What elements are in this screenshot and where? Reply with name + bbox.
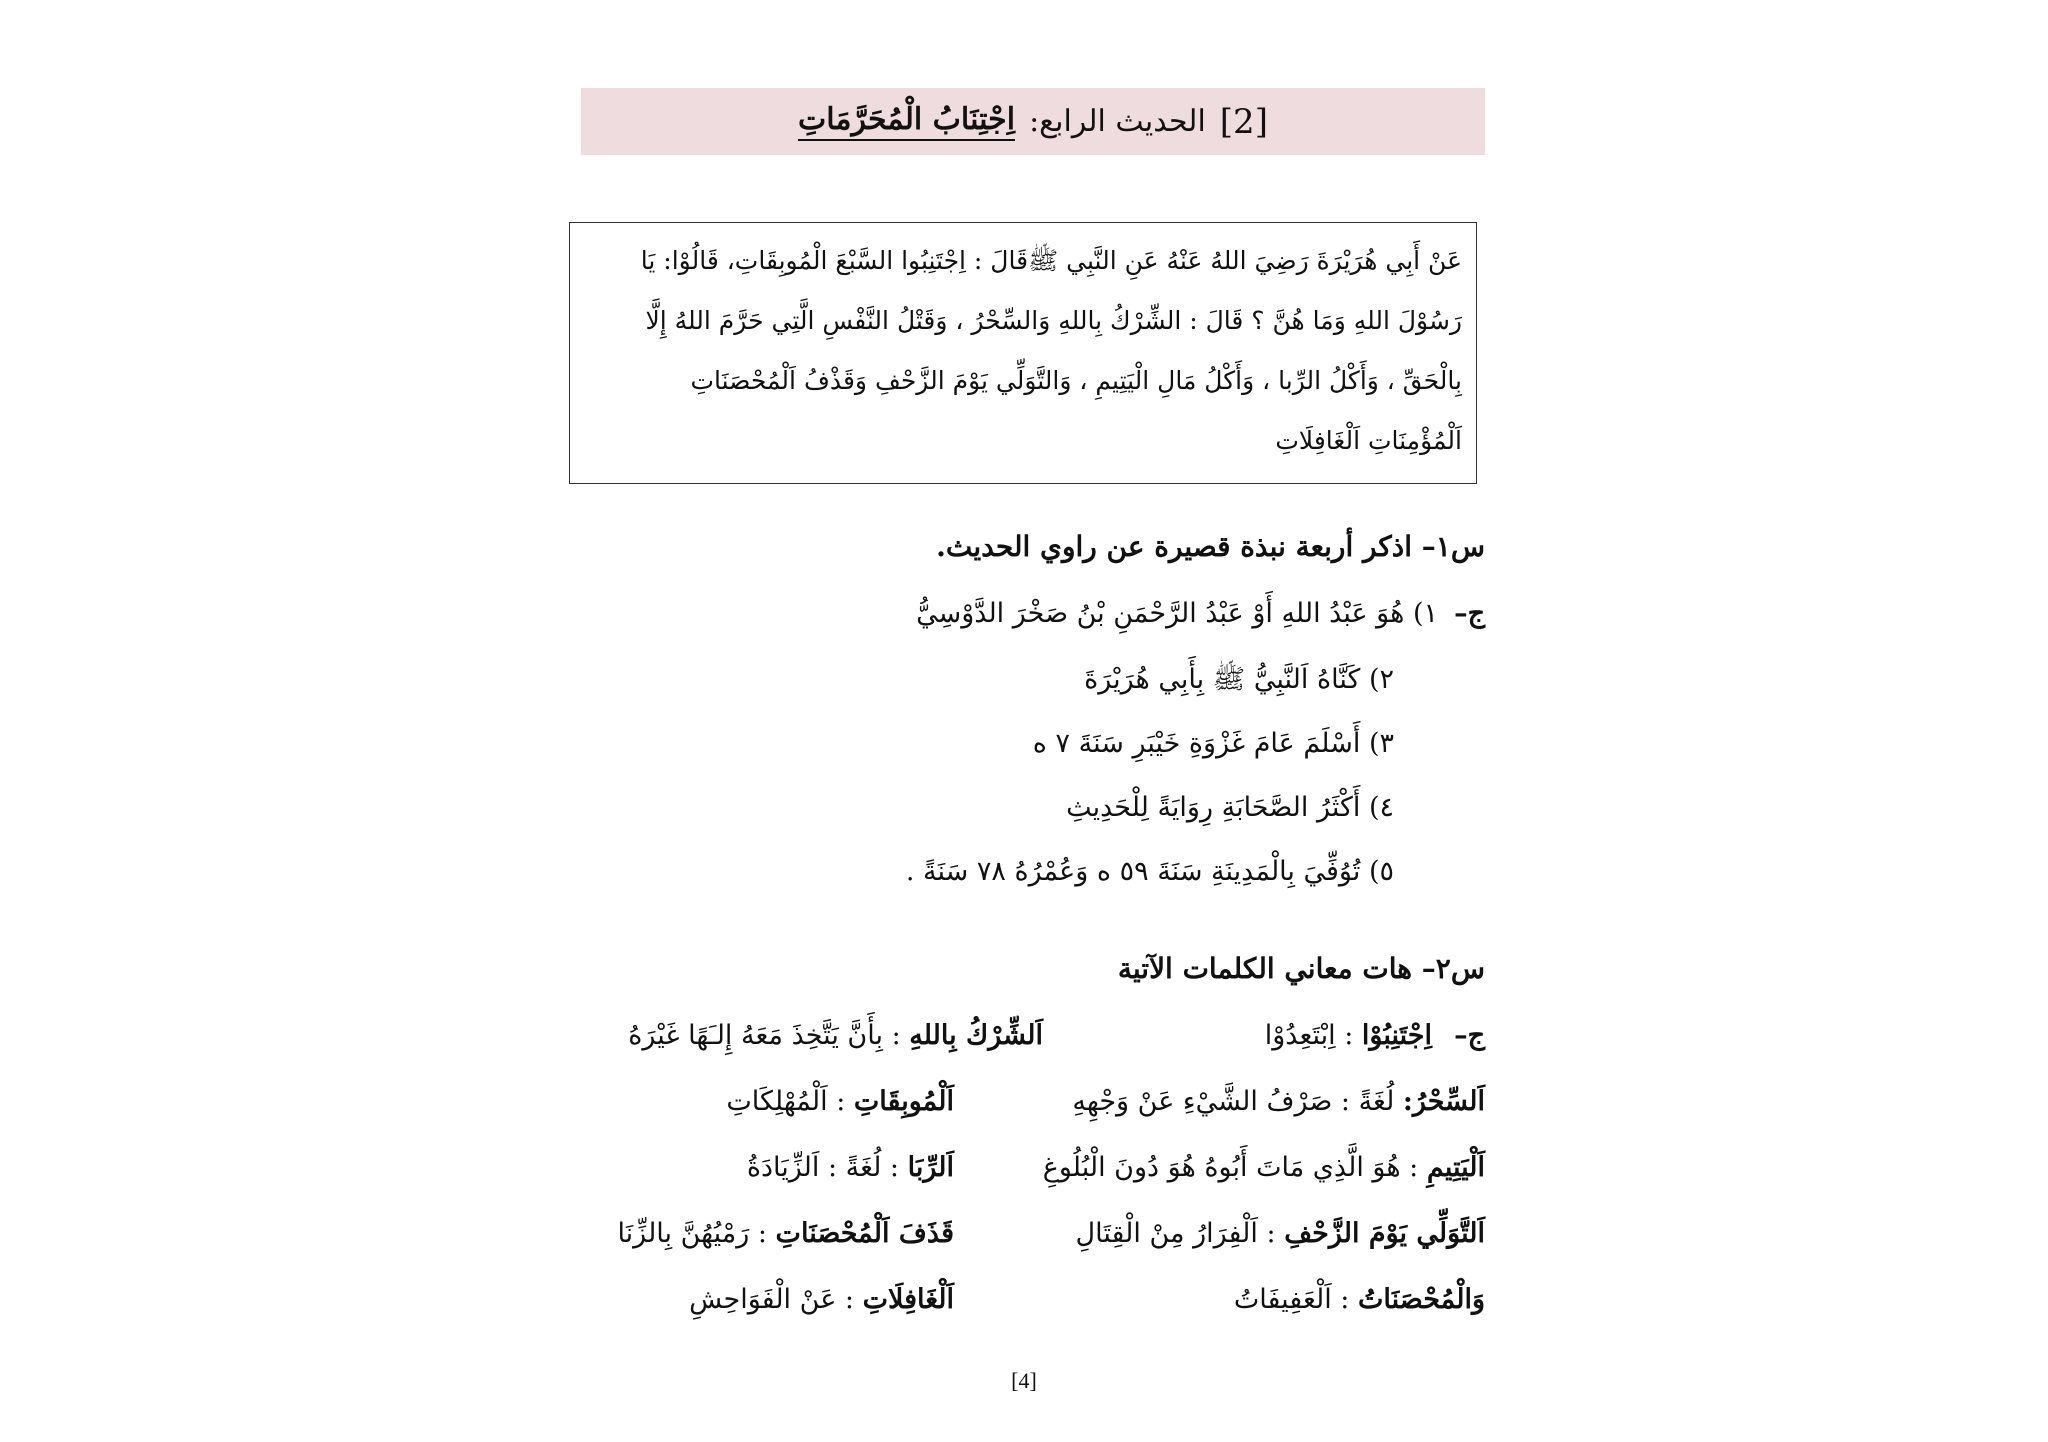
- answer-1-item-5: ٥) تُوُفِّيَ بِالْمَدِينَةِ سَنَةَ ٥٩ ه وَعُمْرُهُ ٧٨ سَنَةً .: [905, 856, 1394, 887]
- lesson-header: [581, 88, 1485, 155]
- question-1: س١– اذكر أربعة نبذة قصيرة عن راوي الحديث.: [936, 530, 1485, 563]
- answer-1-item-1: ١) هُوَ عَبْدُ اللهِ أَوْ عَبْدُ الرَّحْمَنِ بْنُ صَخْرَ الدَّوْسِيُّ: [916, 598, 1438, 629]
- definition-muhsanat: وَالْمُحْصَنَاتُ : اَلْعَفِيفَاتُ: [1233, 1284, 1485, 1315]
- answer-1-prefix: [1454, 598, 1485, 629]
- answer-1-item-4: ٤) أَكْثَرُ الصَّحَابَةِ رِوَايَةً لِلْحَدِيثِ: [1066, 792, 1394, 823]
- definition-ghafilat: اَلْغَافِلَاتِ : عَنْ الْفَوَاحِشِ: [689, 1284, 954, 1315]
- hadith-text-box: [569, 222, 1477, 484]
- definition-sihr: اَلسِّحْرُ: لُغَةً : صَرْفُ الشَّيْءِ عَنْ وَجْهِهِ: [1072, 1086, 1485, 1117]
- definition-shirk: اَلشِّرْكُ بِاللهِ : بِأَنَّ يَتَّخِذَ مَعَهُ إِلـَهًا غَيْرَهُ: [628, 1020, 1043, 1051]
- definition-riba: اَلرِّبَا : لُغَةً : اَلزِّيَادَةُ: [746, 1152, 954, 1183]
- lesson-number: [2]: [1219, 101, 1268, 142]
- answer-2-prefix: ج–: [1454, 1020, 1485, 1051]
- definition-ijtanibu: اِجْتَنِبُوْا : اِبْتَعِدُوْا: [1264, 1020, 1432, 1051]
- lesson-label: الحديث الرابع:: [1029, 104, 1206, 139]
- hadith-line: بِالْحَقِّ ، وَأَكْلُ الرِّبا ، وَأَكْلُ مَالِ الْيَتِيمِ ، وَالتَّوَلِّي يَوْمَ الزَّحْفِ وَقَذْفُ اَلْمُحْصَنَاتِ: [690, 366, 1462, 395]
- hadith-line: اَلْمُؤْمِنَاتِ اَلْغَافِلَاتِ: [1275, 426, 1462, 455]
- answer-1-item-3: ٣) أَسْلَمَ عَامَ غَزْوَةِ خَيْبَرِ سَنَةَ ٧ ه: [1032, 728, 1394, 759]
- lesson-title: اِجْتِنَابُ الْمُحَرَّمَاتِ: [798, 102, 1015, 141]
- page-number: [4]: [1011, 1368, 1037, 1393]
- definition-qadhf: قَذَفَ اَلْمُحْصَنَاتِ : رَمْيُهُنَّ بِالزِّنَا: [617, 1218, 954, 1249]
- answer-prefix: ج–: [1454, 598, 1485, 629]
- definition-tawalli: اَلتَّوَلِّي يَوْمَ الزَّحْفِ : اَلْفِرَارُ مِنْ الْقِتَالِ: [1075, 1218, 1485, 1249]
- question-2: س٢– هات معاني الكلمات الآتية: [1117, 952, 1485, 985]
- definition-yatim: اَلْيَتِيمِ : هُوَ الَّذِي مَاتَ أَبُوهُ هُوَ دُونَ الْبُلُوغِ: [1042, 1152, 1485, 1183]
- hadith-line: عَنْ أَبِي هُرَيْرَةَ رَضِيَ اللهُ عَنْهُ عَنِ النَّبِي ﷺقَالَ : اِجْتَنِبُوا السَّبْعَ الْمُوبِقَاتِ، قَالُوْا: يَا: [640, 246, 1462, 275]
- hadith-line: رَسُوْلَ اللهِ وَمَا هُنَّ ؟ قَالَ : الشِّرْكُ بِاللهِ وَالسِّحْرُ ، وَقَتْلُ النَّفْسِ الَّتِي حَرَّمَ اللهُ إِلَّا: [645, 306, 1462, 335]
- answer-1-item-2: ٢) كَنَّاهُ اَلنَّبِيُّ ﷺ بِأَبِي هُرَيْرَةَ: [1084, 664, 1394, 695]
- definition-mubiqat: اَلْمُوبِقَاتِ : اَلْمُهْلِكَاتِ: [726, 1086, 954, 1117]
